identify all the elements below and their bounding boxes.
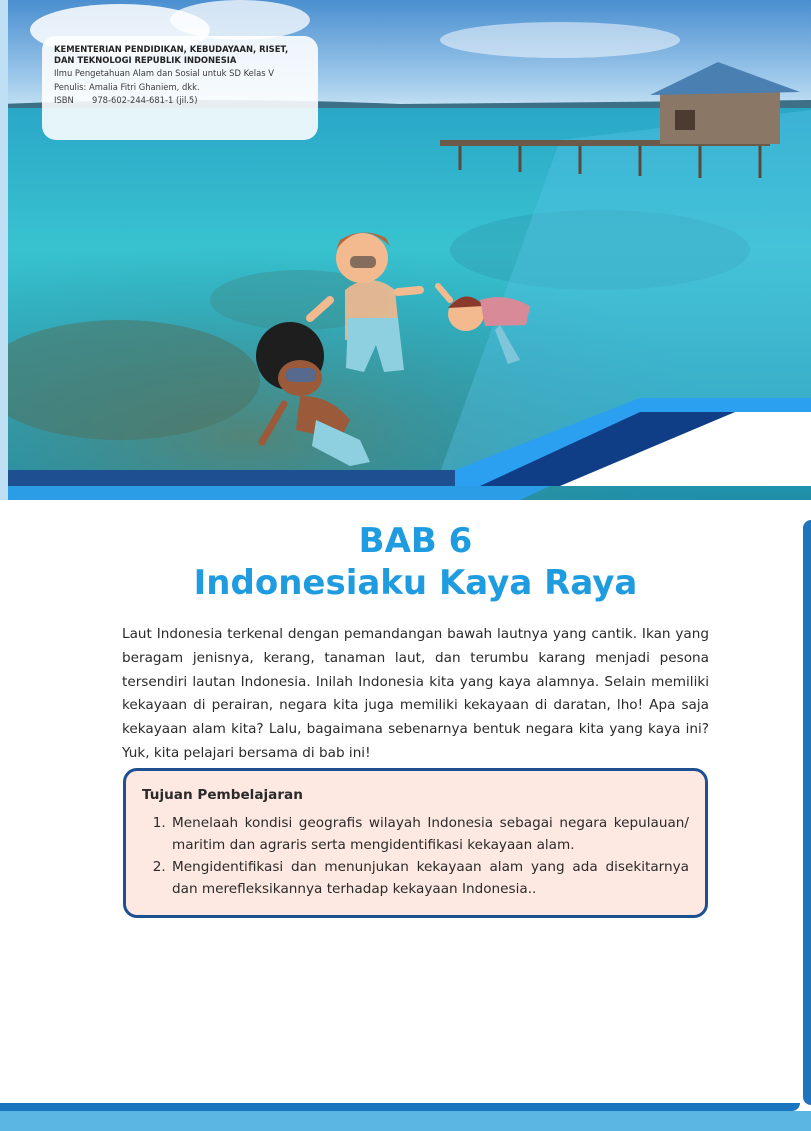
chapter-title: Indonesiaku Kaya Raya — [193, 563, 638, 603]
ministry-name: KEMENTERIAN PENDIDIKAN, KEBUDAYAAN, RISET, DAN TEKNOLOGI REPUBLIK INDONESIA — [54, 44, 289, 65]
bottom-decor-band — [0, 1103, 811, 1131]
book-author: Penulis: Amalia Fitri Ghaniem, dkk. — [54, 81, 200, 92]
learning-goals-list — [142, 812, 689, 900]
bottom-band-light — [0, 1111, 811, 1131]
page-edge-stripe — [803, 520, 811, 1105]
book-isbn — [54, 95, 308, 106]
chapter-number: BAB 6 — [358, 521, 473, 561]
chapter-heading — [0, 520, 811, 604]
learning-goals-heading: Tujuan Pembelajaran — [142, 787, 303, 803]
book-title: Ilmu Pengetahuan Alam dan Sosial untuk SD Kelas V — [54, 68, 275, 79]
intro-paragraph: Laut Indonesia terkenal dengan pemandangan bawah lautnya yang cantik. Ikan yang beragam jenisnya, kerang, tanaman laut, dan terumbu karang menjadi pesona tersendiri lautan Indonesia. Inilah Indonesia kita yang kaya alamnya. Selain memiliki kekayaan di perairan, negara kita juga memiliki kekayaan di daratan, lho! Apa saja kekayaan alam kita? Lalu, bagaimana sebenarnya bentuk negara kita yang kaya ini? Yuk, kita pelajari bersama di bab ini! — [122, 626, 709, 761]
cover-illustration — [0, 0, 811, 500]
book-info-box — [42, 36, 318, 140]
isbn-label: ISBN — [54, 95, 74, 106]
isbn-value: 978-602-244-681-1 (jil.5) — [92, 95, 198, 106]
learning-goal-item: 2. Mengidentifikasi dan menunjukan kekayaan alam yang ada disekitarnya dan merefleksikannya terhadap kekayaan Indonesia.. — [170, 856, 689, 900]
learning-goal-item: 1. Menelaah kondisi geografis wilayah Indonesia sebagai negara kepulauan/ maritim dan agraris serta mengidentifikasi kekayaan alam. — [170, 812, 689, 856]
learning-goals-box — [123, 768, 708, 918]
bottom-band-dark — [0, 1103, 800, 1111]
